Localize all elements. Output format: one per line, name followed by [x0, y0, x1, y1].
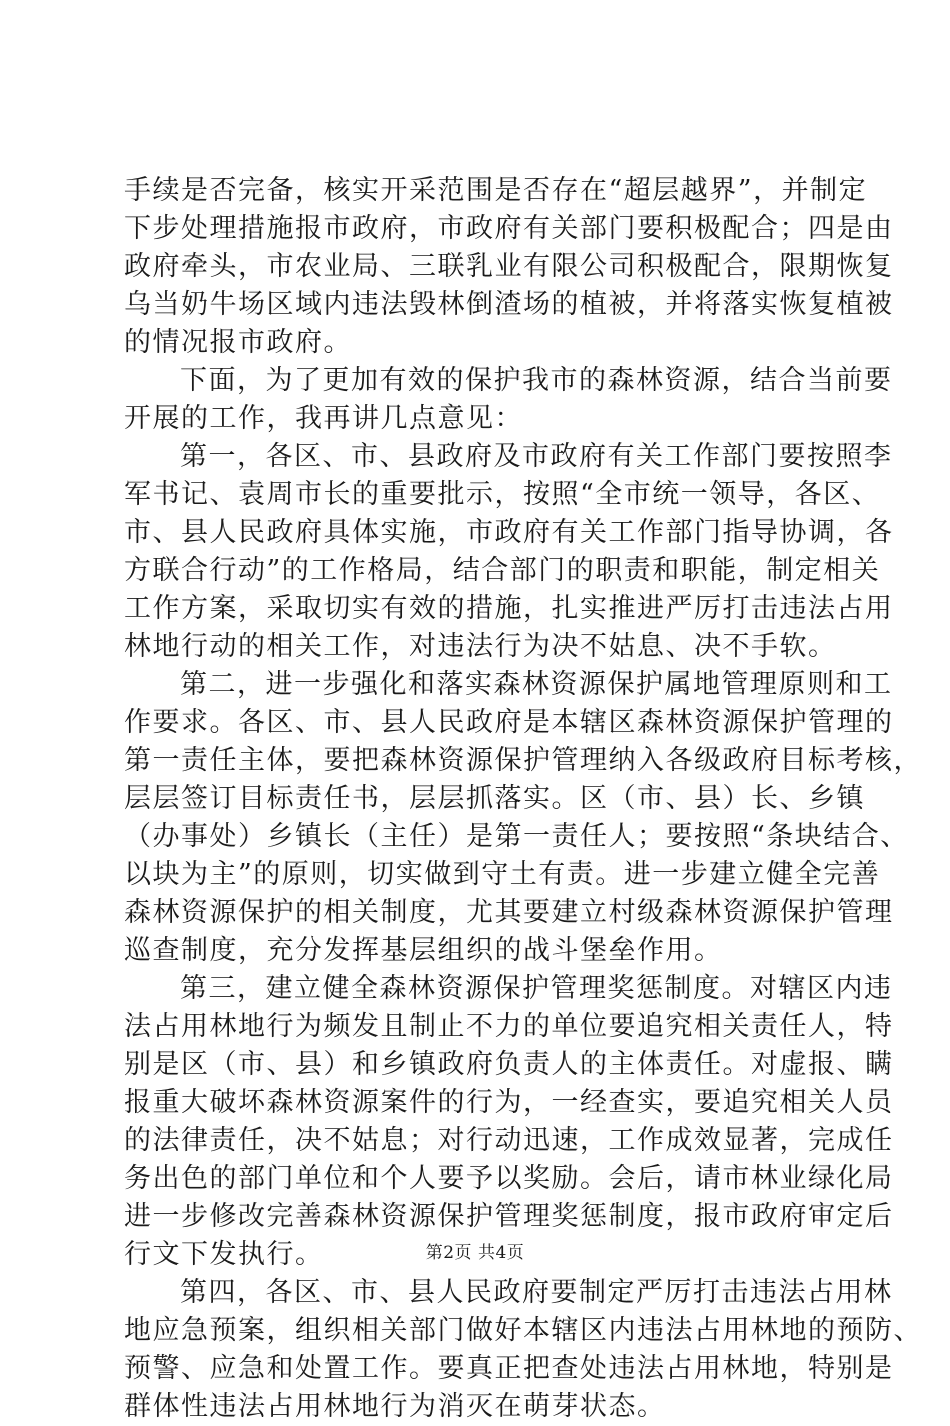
text-line: 的情况报市政府。 [124, 327, 352, 358]
text-line: 以块为主”的原则，切实做到守土有责。进一步建立健全完善 [124, 859, 881, 890]
text-line: 第一责任主体，要把森林资源保护管理纳入各级政府目标考核， [124, 745, 922, 776]
text-line: 乌当奶牛场区域内违法毁林倒渣场的植被，并将落实恢复植被 [124, 289, 894, 320]
text-line: 作要求。各区、市、县人民政府是本辖区森林资源保护管理的 [124, 707, 894, 738]
text-line: 开展的工作，我再讲几点意见： [124, 403, 523, 434]
text-line: 市、县人民政府具体实施，市政府有关工作部门指导协调，各 [124, 517, 894, 548]
text-line: 下步处理措施报市政府，市政府有关部门要积极配合；四是由 [124, 213, 894, 244]
text-line: 工作方案，采取切实有效的措施，扎实推进严厉打击违法占用 [124, 593, 894, 624]
text-line: 军书记、袁周市长的重要批示，按照“全市统一领导，各区、 [124, 479, 881, 510]
text-line: 下面，为了更加有效的保护我市的森林资源，结合当前要 [180, 365, 893, 396]
text-line: 进一步修改完善森林资源保护管理奖惩制度，报市政府审定后 [124, 1201, 894, 1232]
text-line: 预警、应急和处置工作。要真正把查处违法占用林地，特别是 [124, 1353, 894, 1384]
text-line: 林地行动的相关工作，对违法行为决不姑息、决不手软。 [124, 631, 837, 662]
text-line: 报重大破坏森林资源案件的行为，一经查实，要追究相关人员 [124, 1087, 894, 1118]
text-line: 务出色的部门单位和个人要予以奖励。会后，请市林业绿化局 [124, 1163, 894, 1194]
text-line: 地应急预案，组织相关部门做好本辖区内违法占用林地的预防、 [124, 1315, 922, 1346]
text-line: 别是区（市、县）和乡镇政府负责人的主体责任。对虚报、瞒 [124, 1049, 894, 1080]
text-line: 巡查制度，充分发挥基层组织的战斗堡垒作用。 [124, 935, 723, 966]
page-footer: 第2页 共4页 [425, 1243, 525, 1263]
text-line: 的法律责任，决不姑息；对行动迅速，工作成效显著，完成任 [124, 1125, 894, 1156]
text-line: （办事处）乡镇长（主任）是第一责任人；要按照“条块结合、 [124, 821, 909, 852]
text-line: 第一，各区、市、县政府及市政府有关工作部门要按照李 [180, 441, 893, 472]
text-line: 第三，建立健全森林资源保护管理奖惩制度。对辖区内违 [180, 973, 893, 1004]
text-line: 法占用林地行为频发且制止不力的单位要追究相关责任人，特 [124, 1011, 894, 1042]
text-line: 第四，各区、市、县人民政府要制定严厉打击违法占用林 [180, 1277, 893, 1308]
text-line: 层层签订目标责任书，层层抓落实。区（市、县）长、乡镇 [124, 783, 865, 814]
text-line: 方联合行动”的工作格局，结合部门的职责和职能，制定相关 [124, 555, 881, 586]
text-line: 森林资源保护的相关制度，尤其要建立村级森林资源保护管理 [124, 897, 894, 928]
text-line: 政府牵头，市农业局、三联乳业有限公司积极配合，限期恢复 [124, 251, 894, 282]
text-line: 手续是否完备，核实开采范围是否存在“超层越界”，并制定 [124, 175, 868, 206]
text-line: 第二，进一步强化和落实森林资源保护属地管理原则和工 [180, 669, 893, 700]
text-line: 群体性违法占用林地行为消灭在萌芽状态。 [124, 1391, 666, 1422]
text-line: 行文下发执行。 [124, 1239, 324, 1270]
